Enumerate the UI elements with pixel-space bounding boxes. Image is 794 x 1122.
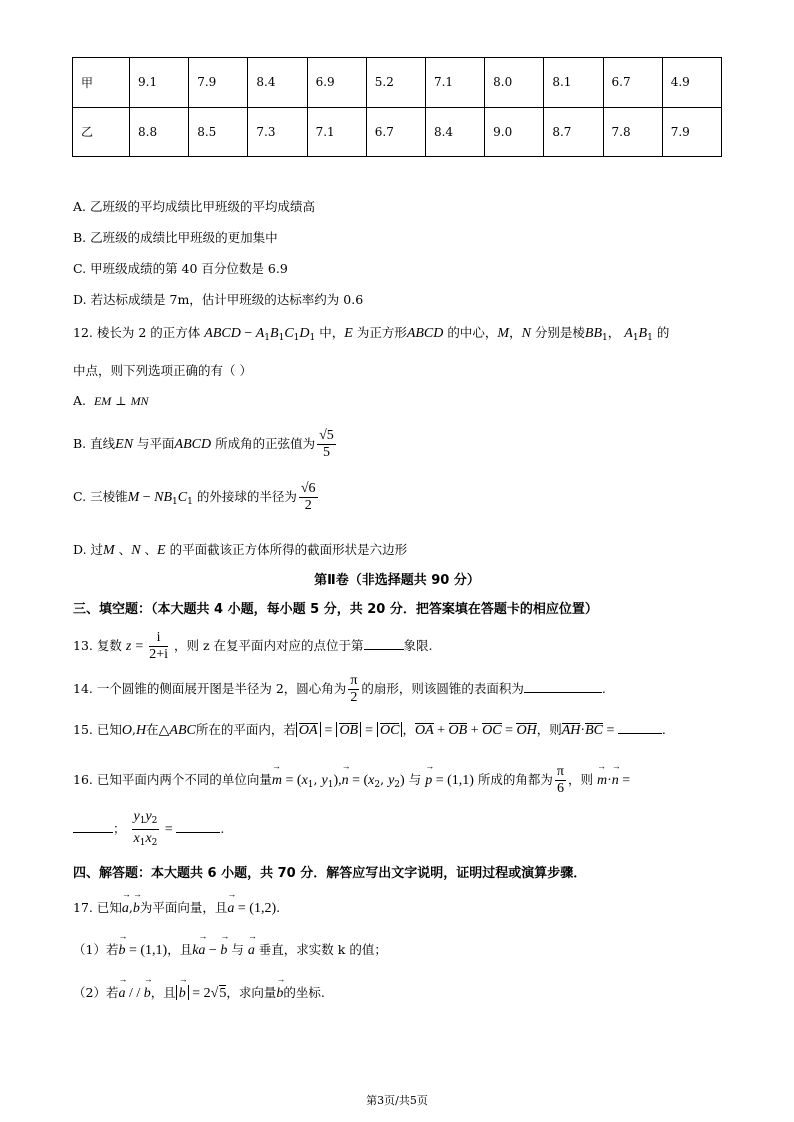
q14: 14. 一个圆锥的侧面展开图是半径为 2，圆心角为 $\frac{\pi}{2}$ 的扇形，则该圆锥的表面积为 . [73, 673, 606, 705]
q11-option-a: A. 乙班级的平均成绩比甲班级的平均成绩高 [73, 199, 315, 214]
answer-blank[interactable] [364, 637, 404, 650]
q12-option-b: B. 直线EN 与平面ABCD 所成角的正弦值为 $\frac{√5}{5}$ [73, 428, 334, 460]
q11-option-d: D. 若达标成绩是 7m，估计甲班级的达标率约为 0.6 [73, 292, 364, 307]
section-4-title: 四、解答题：本大题共 6 小题，共 70 分．解答应写出文字说明，证明过程或演算步骤． [73, 866, 587, 881]
score-cell: 8.4 [248, 58, 307, 108]
page-footer: 第3页/共5页 [366, 1094, 428, 1107]
q12-option-d: D. 过M 、N 、E 的平面截该正方体所得的截面形状是六边形 [73, 542, 408, 558]
score-table [72, 57, 722, 157]
q17-part2: （2）若a → / / b →，且 b → = 2√5，求向量b →的坐标. [73, 983, 325, 1002]
score-cell: 7.9 [662, 107, 721, 157]
score-cell: 7.1 [307, 107, 366, 157]
q12-option-c: C. 三棱锥$M - NB_1C_1$ 的外接球的半径为 $\frac{√6}{2}$ [73, 481, 316, 513]
score-cell: 7.8 [603, 107, 662, 157]
score-cell: 8.5 [189, 107, 248, 157]
q12-stem-line2: 中点，则下列选项正确的有（ ） [73, 363, 252, 378]
score-cell: 5.2 [366, 58, 425, 108]
score-cell: 8.4 [425, 107, 484, 157]
answer-blank[interactable] [524, 680, 602, 693]
score-cell: 4.9 [662, 58, 721, 108]
score-cell: 8.8 [130, 107, 189, 157]
score-cell: 8.1 [544, 58, 603, 108]
q11-option-c: C. 甲班级成绩的第 40 百分位数是 6.9 [73, 261, 288, 276]
score-cell: 6.9 [307, 58, 366, 108]
q11-option-b: B. 乙班级的成绩比甲班级的更加集中 [73, 230, 278, 245]
score-cell: 7.3 [248, 107, 307, 157]
q16-line2: ； $\frac{y_1y_2}{x_1x_2}$ = . [73, 808, 224, 851]
score-cell: 9.1 [130, 58, 189, 108]
score-cell: 8.0 [485, 58, 544, 108]
score-cell: 6.7 [603, 58, 662, 108]
answer-blank[interactable] [73, 820, 113, 833]
score-cell: 6.7 [366, 107, 425, 157]
q12-stem: 12. 棱长为 2 的正方体 ABCD − $A_1B_1C_1D_1$ 中，E 为正方形ABCD 的中心，M，N 分别是棱$BB_1$， $A_1B_1$ 的 [73, 325, 670, 343]
section-ii-title: 第Ⅱ卷（非选择题共 90 分） [314, 573, 480, 588]
q17-stem: 17. 已知a →,b →为平面向量，且a → = (1,2). [73, 898, 280, 917]
row-label: 甲 [73, 58, 130, 108]
score-row [73, 58, 722, 108]
row-label: 乙 [73, 107, 130, 157]
score-cell: 7.1 [425, 58, 484, 108]
q17-part1: （1）若b → = (1,1)，且ka → − b → 与 a → 垂直，求实数 k 的值； [73, 940, 387, 959]
answer-blank[interactable] [176, 820, 220, 833]
q15: 15. 已知O,H在△ABC所在的平面内，若 OA = OB = OC ，OA + OB + OC = OH，则AH·BC = . [73, 722, 666, 738]
q16: 16. 已知平面内两个不同的单位向量m → = ($x_1$, $y_1),n$ → = ($x_2$, $y_2$) 与 p → = (1,1) 所成的角都为 $\frac{\pi}{6}$ ，则 m →·n → = [73, 764, 630, 797]
section-3-title: 三、填空题：（本大题共 4 小题，每小题 5 分，共 20 分．把答案填在答题卡的相应位置） [73, 602, 598, 617]
score-cell: 8.7 [544, 107, 603, 157]
q13: 13. 复数 z = $\frac{i}{2+i}$ ，则 z 在复平面内对应的点位于第 象限. [73, 630, 433, 662]
score-cell: 7.9 [189, 58, 248, 108]
q12-option-a: A. EM ⊥ MN [73, 393, 149, 408]
score-cell: 9.0 [485, 107, 544, 157]
answer-blank[interactable] [618, 721, 662, 734]
score-row [73, 107, 722, 157]
